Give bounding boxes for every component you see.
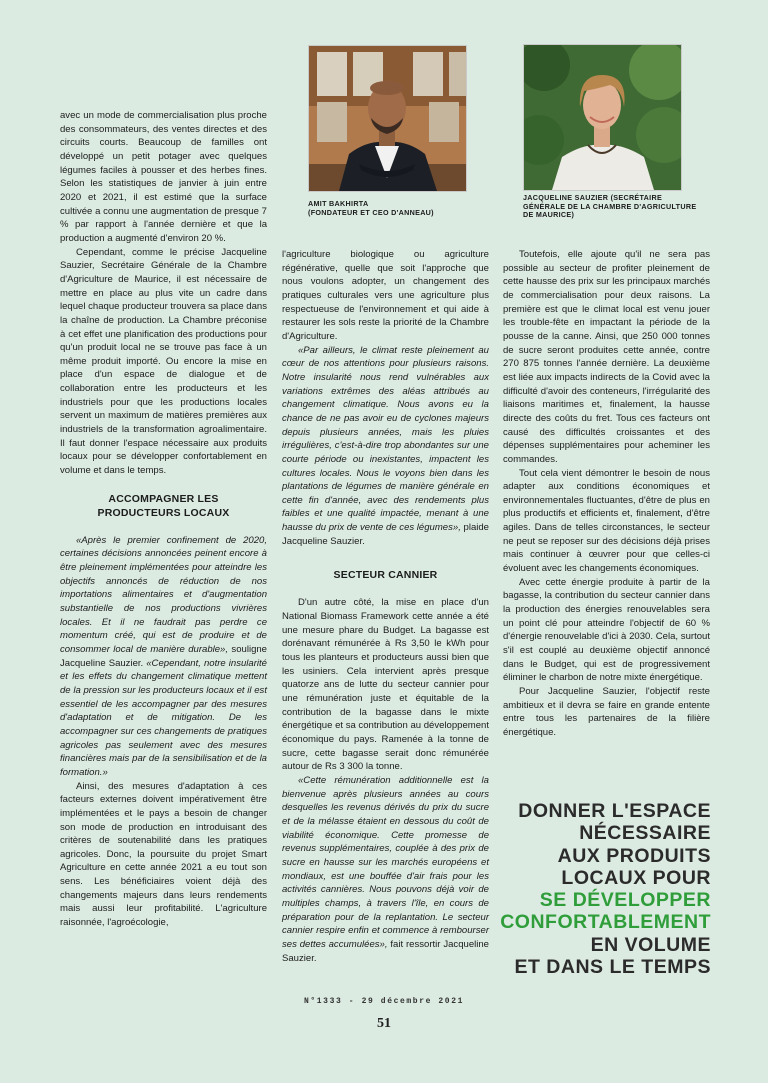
quote-paragraph: «Par ailleurs, le climat reste pleinement au cœur de nos attentions pour plusieurs raisons. Notre insularité nous rend vulnérables aux variations extrêmes des aléas attribués au changement climatique. Nous avons eu la chance de ne pas avoir eu de cyclones majeurs depuis plusieurs années, mais les pluies irrégulières, c'est-à-dire trop abondantes sur une courte période ou inexistantes, impactent les cultures locales. Nous le voyons bien dans les plantations de légumes de manière générale en cette fin d'année, avec des rendements plus faibles et une qualité impactée, menant à une hausse du prix de vente de ces légumes», plaide Jacqueline Sauzier. xyxy=(282,344,489,547)
portrait-man-image xyxy=(309,46,466,191)
caption-role: GÉNÉRALE DE LA CHAMBRE D'AGRICULTURE xyxy=(523,201,697,211)
photo-amit-bakhirta xyxy=(308,45,467,192)
photo-jacqueline-sauzier xyxy=(523,44,682,191)
portrait-woman-image xyxy=(524,45,681,190)
page-number: 51 xyxy=(377,1016,391,1031)
pull-quote: DONNER L'ESPACE NÉCESSAIRE AUX PRODUITS LOCAUX POUR SE DÉVELOPPER CONFORTABLEMENT EN VOLUME ET DANS LE TEMPS xyxy=(500,800,711,979)
caption-role-cont: DE MAURICE) xyxy=(523,210,575,219)
paragraph: D'un autre côté, la mise en place d'un National Biomass Framework cette année a été une mesure phare du Budget. La bagasse est dorénavant rémunérée à Rs 3,50 le kWh pour tous les planteurs et producteurs aussi bien que les usiniers. Cela intervient après presque quatorze ans de lutte du secteur cannier pour une rémunération juste et équitable de la contribution de la bagasse dans le mixte énergétique et sa contribution au développement économique du pays. Ramenée à la tonne de sucre, cette bagasse serait donc rémunérée autour de Rs 3 300 la tonne. xyxy=(282,597,489,773)
article-column-1 xyxy=(60,109,267,930)
photo-caption-left xyxy=(308,200,478,217)
paragraph: Pour Jacqueline Sauzier, l'objectif reste ambitieux et il devra se faire en grande entente entre tous les partenaires de la filière énergétique. xyxy=(503,686,710,738)
photo-caption-right xyxy=(523,194,698,220)
paragraph: Toutefois, elle ajoute qu'il ne sera pas possible au secteur de profiter pleinement de cette hausse des prix sur les principaux marchés de commercialisation pour deux raisons. La première est que le climat local est venu jouer les trouble-fête en impactant la période de la pousse de la canne. Ainsi, que 250 000 tonnes de sucre seront produites cette année, contre 270 875 tonnes l'année dernière. La deuxième est liée aux impacts indirects de la Covid avec la difficulté d'avoir des conteneurs, l'irrégularité des liaisons maritimes et, finalement, la hausse directe des coûts du fret. Tous ces facteurs ont causé des difficultés croissantes et des dépenses supplémentaires pour acheminer les commandes. xyxy=(503,249,710,465)
article-column-3 xyxy=(503,248,710,740)
paragraph: Tout cela vient démontrer le besoin de nous adapter aux conditions économiques et environnementales fluctuantes, d'être de plus en plus productifs et efficients et, finalement, d'être agiles. Dans de telles circonstances, le secteur ne peut se reposer sur des décisions déjà prises mais continuer à œuvrer pour que celles-ci évoluent avec les changements économiques. xyxy=(503,467,710,575)
article-column-2 xyxy=(282,248,489,965)
caption-name: AMIT BAKHIRTA xyxy=(308,199,369,208)
quote-paragraph: «Cette rémunération additionnelle est la bienvenue après plusieurs années au cours desquelles les revenus dérivés du prix du sucre et de la mélasse étaient en dessous du coût de viabilité économique. Cette promesse de revenus supplémentaires, couplée à des prix de sucre en hausse sur les marchés européens et mondiaux, est une bouffée d'air frais pour les activités cannières. Nous pouvons déjà voir de multiples champs, à travers l'île, en cours de préparation pour de la replantation. Le secteur cannier respire enfin et commence à rembourser ses dettes accumulées», fait ressortir Jacqueline Sauzier. xyxy=(282,774,489,964)
paragraph: Ainsi, des mesures d'adaptation à ces facteurs externes doivent impérativement être implémentées et le pays a besoin de changer son mode de production en introduisant des critères de soutenabilité dans les pratiques agricoles. Donc, la poursuite du projet Smart Agriculture en cette année 2021 a eu tout son sens. Les bénéficiaires voient déjà des changements majeurs dans leurs rendements mais aussi leur profitabilité. L'agriculture raisonnée, l'agroécologie, xyxy=(60,780,267,929)
paragraph: Avec cette énergie produite à partir de la bagasse, la contribution du secteur cannier dans la production des énergies renouvelables sera un point clé pour atteindre l'objectif de 60 % d'énergie renouvelable d'ici à 2030. Cela, surtout s'il est couplé au deuxième objectif annoncé dans le Budget, qui est de progressivement éliminer le charbon de notre mixte énergétique. xyxy=(503,576,710,684)
caption-role: (FONDATEUR ET CEO D'ANNEAU) xyxy=(308,207,434,217)
paragraph: avec un mode de commercialisation plus proche des consommateurs, des ventes directes et des circuits courts. Beaucoup de familles ont développé un petit potager avec quelques légumes faciles à pousser et des herbes fines. Selon les statistiques de janvier à juin entre 2020 et 2021, il est estimé que la surface cultivée a connu une augmentation de presque 7 % par rapport à l'année dernière et que la production a augmenté d'environ 20 %. xyxy=(60,110,267,244)
issue-date-footer: N°1333 - 29 décembre 2021 xyxy=(303,997,465,1006)
paragraph: l'agriculture biologique ou agriculture régénérative, quelle que soit l'approche que nous voulons adopter, un changement des pratiques culturales vers une agriculture plus respectueuse de l'environnement et qui aide à restaurer les sols reste la priorité de la Chambre d'Agriculture. xyxy=(282,249,489,342)
section-heading-accompagner: ACCOMPAGNER LES PRODUCTEURS LOCAUX xyxy=(97,492,230,519)
section-heading-secteur-cannier: SECTEUR CANNIER xyxy=(333,569,438,582)
caption-name: JACQUELINE SAUZIER (SECRÉTAIRE xyxy=(523,193,663,202)
quote-paragraph: «Après le premier confinement de 2020, certaines décisions annoncées peinent encore à être pleinement implémentées pour atteindre les objectifs annoncés de réduction de nos importations alimentaires et d'augmentation substantielle de nos productions vivrières locales. Et il ne faudrait pas perdre ce momentum créé, qui est de produire et de consommer local de manière durable», souligne Jacqueline Sauzier. «Cependant, notre insularité et les effets du changement climatique mettent de la pression sur les producteurs locaux et il est essentiel de les accompagner par des mesures d'adaptation et de mitigation. De les accompagner sur ces changements de pratiques agricoles pas seulement avec des mesures financières mais par de la sensibilisation et de la formation.» xyxy=(60,534,267,778)
paragraph: Cependant, comme le précise Jacqueline Sauzier, Secrétaire Générale de la Chambre d'Agriculture de Maurice, il est nécessaire de mettre en place au plus vite un cadre dans lequel chaque producteur trouvera sa place dans la chaîne de production. La Chambre préconise à cet effet une planification des productions pour qu'un produit local ne se trouve pas face à un même produit importé. Ou encore la mise en place d'un espace de dialogue et de collaboration entre les producteurs et les industriels pour que les productions locales servent un maximum de matières premières aux industriels de la transformation agroalimentaire. Il faut donner l'espace nécessaire aux produits locaux pour se développer confortablement en volume et dans le temps. xyxy=(60,246,267,477)
